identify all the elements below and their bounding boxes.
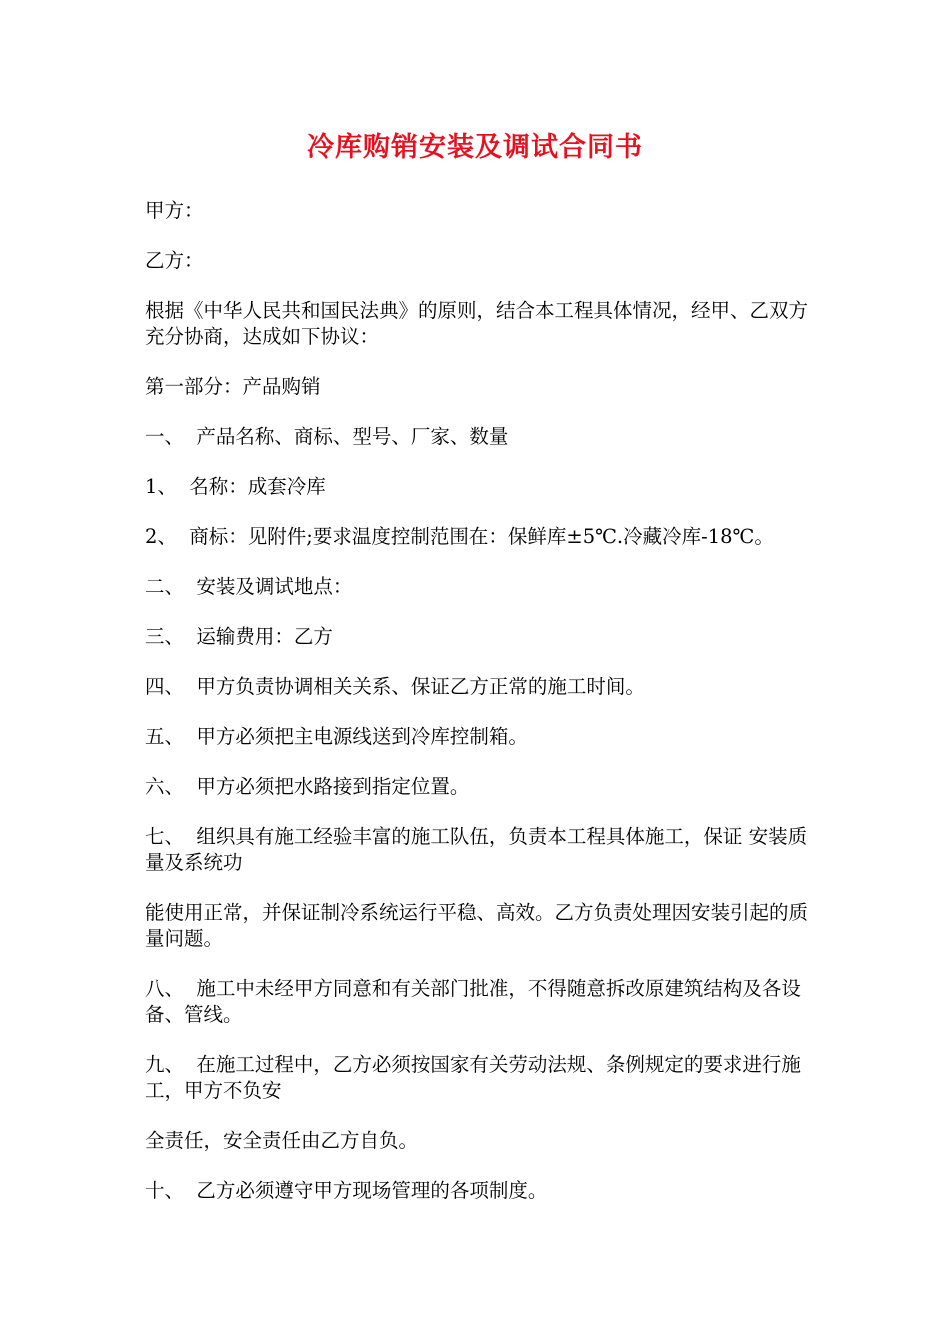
clause-3: 三、 运输费用：乙方: [145, 625, 333, 648]
clause-9: 九、 在施工过程中，乙方必须按国家有关劳动法规、条例规定的要求进行施工，甲方不负安: [145, 1053, 801, 1102]
clause-7-continued: 能使用正常，并保证制冷系统运行平稳、高效。乙方负责处理因安装引起的质量问题。: [145, 901, 809, 950]
section-heading: 第一部分：产品购销: [145, 375, 321, 398]
party-a-line: 甲方：: [145, 199, 204, 222]
clause-1: 一、 产品名称、商标、型号、厂家、数量: [145, 425, 509, 448]
clause-7: 七、 组织具有施工经验丰富的施工队伍，负责本工程具体施工，保证 安装质量及系统功: [145, 825, 808, 874]
sub-clause-1: 1、 名称：成套冷库: [145, 475, 326, 498]
clause-4: 四、 甲方负责协调相关关系、保证乙方正常的施工时间。: [145, 675, 645, 698]
document-body: [145, 198, 810, 1228]
clause-6: 六、 甲方必须把水路接到指定位置。: [145, 775, 470, 798]
clause-10: 十、 乙方必须遵守甲方现场管理的各项制度。: [145, 1179, 548, 1202]
clause-8: 八、 施工中未经甲方同意和有关部门批准，不得随意拆改原建筑结构及各设备、管线。: [145, 977, 801, 1026]
sub-clause-2: 2、 商标：见附件;要求温度控制范围在：保鲜库±5℃.冷藏冷库-18℃。: [145, 525, 774, 548]
preamble-paragraph: 根据《中华人民共和国民法典》的原则，结合本工程具体情况，经甲、乙双方充分协商，达成如下协议：: [145, 299, 809, 348]
clause-5: 五、 甲方必须把主电源线送到冷库控制箱。: [145, 725, 528, 748]
document-title: 冷库购销安装及调试合同书: [307, 132, 643, 163]
clause-2: 二、 安装及调试地点：: [145, 575, 353, 598]
party-b-line: 乙方：: [145, 249, 204, 272]
clause-9-continued: 全责任，安全责任由乙方自负。: [145, 1129, 419, 1152]
